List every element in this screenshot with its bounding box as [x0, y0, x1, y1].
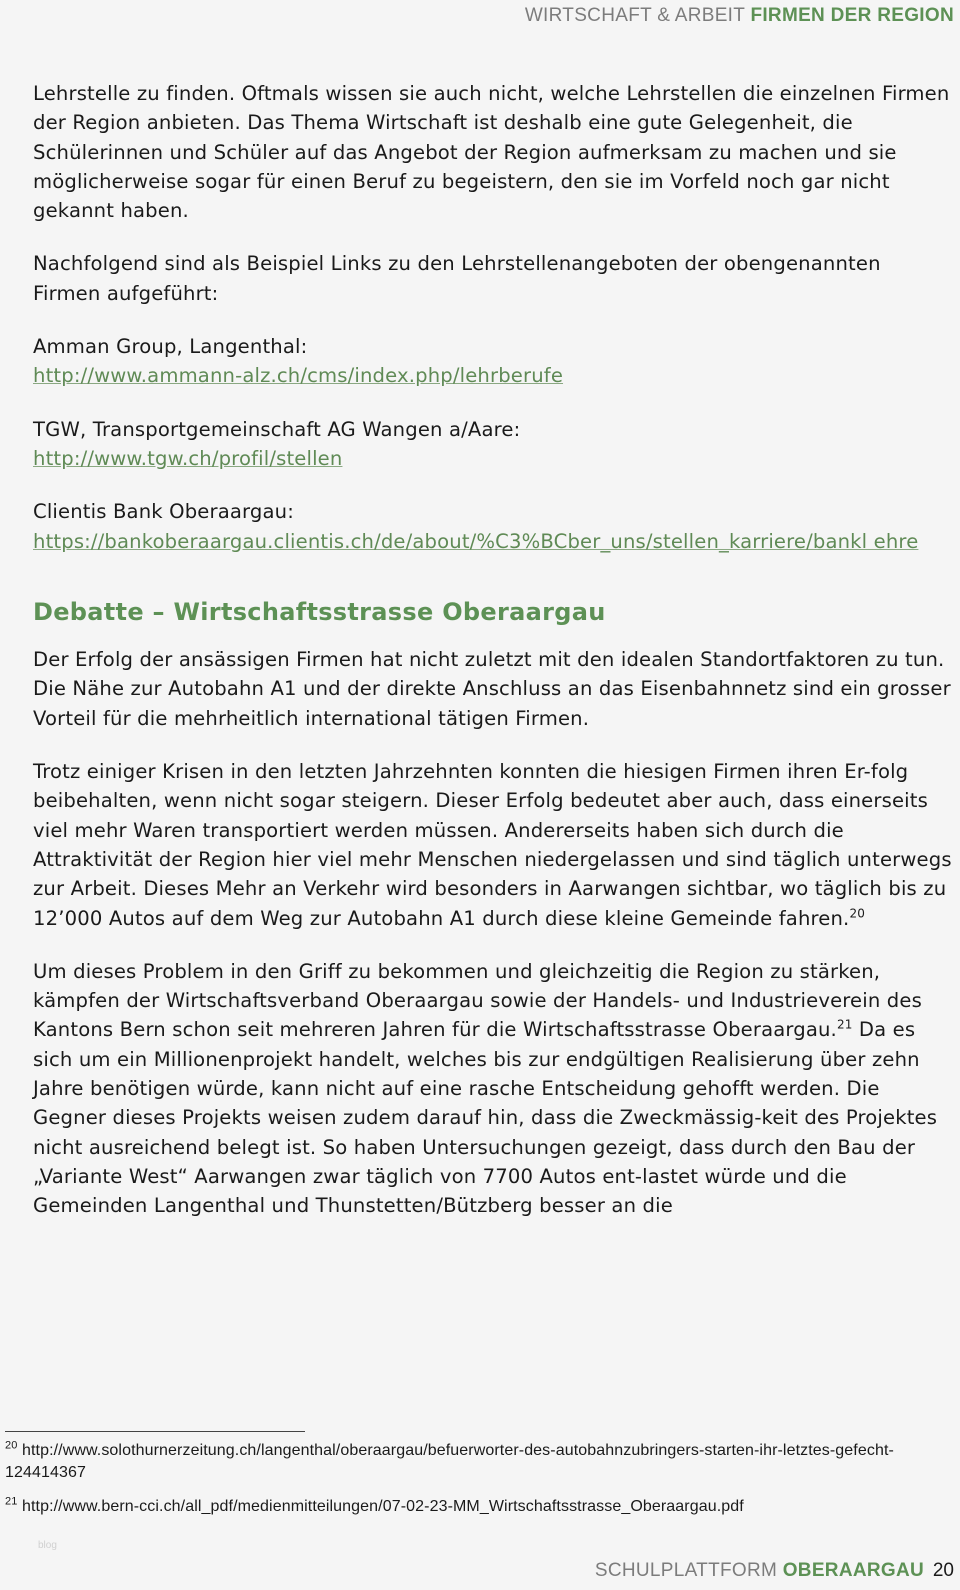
- page-number: 20: [932, 1560, 954, 1581]
- running-header: [525, 5, 954, 27]
- body-paragraph-3-text-b: Da es sich um ein Millionenprojekt handelt, welches bis zur endgültigen Realisierung über zehn Jahre benötigen würde, kann nicht auf eine rasche Entscheidung gehofft werden. Die Gegner dieses Projekts weisen zudem darauf hin, dass die Zweckmässig-keit des Projektes nicht ausreichend belegt ist. So haben Untersuchungen gezeigt, dass durch den Bau der „Variante West“ Aarwangen zwar täglich von 7700 Autos ent-lastet würde und die Gemeinden Langenthal und Thunstetten/Bützberg besser an die: [33, 1018, 938, 1218]
- footnote-ref-21[interactable]: 21: [836, 1017, 853, 1032]
- footnote-divider: [5, 1431, 305, 1432]
- body-paragraph-1: Der Erfolg der ansässigen Firmen hat nicht zuletzt mit den idealen Standortfaktoren zu tun. Die Nähe zur Autobahn A1 und der direkte Anschluss an das Eisenbahnnetz sind ein grosser Vorteil für die mehrheitlich international tätigen Firmen.: [33, 648, 951, 730]
- intro-paragraph-1: Lehrstelle zu finden. Oftmals wissen sie auch nicht, welche Lehrstellen die einzelnen Firmen der Region anbieten. Das Thema Wirtschaft ist deshalb eine gute Gelegenheit, die Schülerinnen und Schüler auf das Angebot der Region aufmerksam zu machen und sie möglicherweise sogar für einen Beruf zu begeistern, den sie im Vorfeld noch gar nicht gekannt haben.: [33, 82, 950, 223]
- header-section: WIRTSCHAFT & ARBEIT: [524, 5, 745, 26]
- footnote-20-number: 20: [5, 1439, 18, 1452]
- main-content: [33, 79, 953, 1245]
- company-link-3[interactable]: https://bankoberaargau.clientis.ch/de/about/%C3%BCber_uns/stellen_karriere/bankl ehre: [33, 529, 919, 553]
- company-link-2[interactable]: http://www.tgw.ch/profil/stellen: [33, 446, 343, 470]
- watermark: blog: [38, 1540, 57, 1551]
- footer-label: SCHULPLATTFORM: [594, 1560, 778, 1581]
- header-subsection: FIRMEN DER REGION: [750, 5, 954, 26]
- body-paragraph-2-text: Trotz einiger Krisen in den letzten Jahrzehnten konnten die hiesigen Firmen ihren Er-folg beibehalten, wenn nicht sogar steigern. Dieser Erfolg bedeutet aber auch, dass einerseits viel mehr Waren transportiert werden müssen. Andererseits haben sich durch die Attraktivität der Region hier viel mehr Menschen niedergelassen und sind täglich unterwegs zur Arbeit. Dieses Mehr an Verkehr wird besonders in Aarwangen sichtbar, wo täglich bis zu 12’000 Autos auf dem Weg zur Autobahn A1 durch diese kleine Gemeinde fahren.: [33, 760, 952, 930]
- company-name-1: Amman Group, Langenthal:: [33, 335, 308, 359]
- body-paragraph-2: [33, 757, 953, 933]
- company-link-1[interactable]: http://www.ammann-alz.ch/cms/index.php/lehrberufe: [33, 364, 564, 388]
- footer-strong: OBERAARGAU: [782, 1560, 924, 1581]
- footnote-21: [5, 1496, 950, 1518]
- running-footer: [595, 1560, 924, 1582]
- footnote-ref-20[interactable]: 20: [849, 906, 866, 920]
- body-paragraph-3-text-a: Um dieses Problem in den Griff zu bekommen und gleichzeitig die Region zu stärken, kämpfen der Wirtschaftsverband Oberaargau sowie der Handels- und Industrieverein des Kantons Bern schon seit mehreren Jahren für die Wirtschaftsstrasse Oberaargau.: [33, 959, 922, 1042]
- footnote-20-text: http://www.solothurnerzeitung.ch/langenthal/oberaargau/befuerworter-des-autobahnzubringers-starten-ihr-letztes-gefecht-124414367: [5, 1442, 894, 1481]
- footnote-21-text: http://www.bern-cci.ch/all_pdf/medienmitteilungen/07-02-23-MM_Wirtschaftsstrasse_Oberaargau.pdf: [17, 1498, 744, 1515]
- section-heading: Debatte – Wirtschaftsstrasse Oberaargau: [33, 597, 606, 626]
- footnote-20: [5, 1440, 950, 1484]
- company-name-3: Clientis Bank Oberaargau:: [33, 500, 294, 524]
- intro-paragraph-2: Nachfolgend sind als Beispiel Links zu den Lehrstellenangeboten der obengenannten Firmen aufgeführt:: [33, 252, 881, 305]
- body-paragraph-3: [33, 957, 953, 1221]
- footnote-21-number: 21: [5, 1495, 18, 1508]
- company-name-2: TGW, Transportgemeinschaft AG Wangen a/Aare:: [33, 417, 521, 441]
